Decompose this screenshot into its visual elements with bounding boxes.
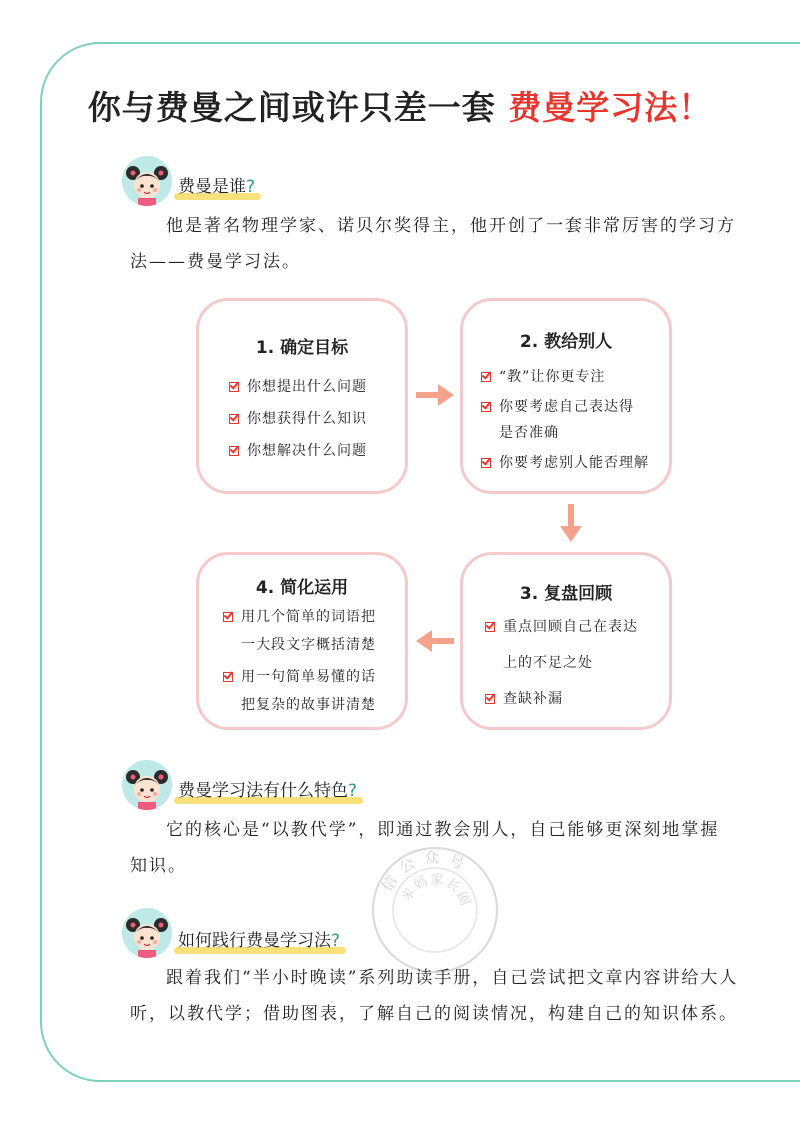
step-card-3 xyxy=(460,552,672,730)
step-4-title: 4. 简化运用 xyxy=(252,578,352,598)
checkbox-icon xyxy=(223,672,233,682)
step-card-2 xyxy=(460,298,672,494)
stamp-glyph: 众 xyxy=(423,848,440,868)
step-3-item-text: 查缺补漏 xyxy=(503,691,563,707)
step-1-title: 1. 确定目标 xyxy=(252,338,352,358)
checkbox-icon xyxy=(481,372,491,382)
section2-question xyxy=(178,776,357,801)
checkbox-icon xyxy=(481,458,491,468)
step-4-item-cont: 把复杂的故事讲清楚 xyxy=(241,697,376,713)
stamp-glyph: 信 xyxy=(378,872,402,895)
girl-avatar-icon xyxy=(122,908,172,958)
section2-question-mark: ? xyxy=(348,781,358,801)
step-2-item-text: 你要考虑别人能否理解 xyxy=(499,455,649,471)
girl-avatar-icon xyxy=(122,760,172,810)
step-2-item xyxy=(481,451,649,475)
step-3-item xyxy=(485,615,638,639)
girl-avatar-icon xyxy=(122,156,172,206)
step-4-item xyxy=(223,605,376,629)
section3-question-text: 如何践行费曼学习法 xyxy=(178,931,331,951)
step-1-item xyxy=(229,439,367,463)
step-2-item-text: “教”让你更专注 xyxy=(499,369,606,385)
checkbox-icon xyxy=(485,694,495,704)
section2-question-text: 费曼学习法有什么特色 xyxy=(178,781,348,801)
watermark-stamp-icon xyxy=(365,840,505,980)
step-4-item-text: 用一句简单易懂的话 xyxy=(241,669,376,685)
step-4-item-text: 用几个简单的词语把 xyxy=(241,609,376,625)
step-1-item xyxy=(229,407,367,431)
section1-question xyxy=(178,172,255,197)
stamp-glyph: 妈 xyxy=(411,873,431,894)
checkbox-icon xyxy=(223,612,233,622)
stamp-glyph: 长 xyxy=(442,875,463,896)
title-highlight: 费曼学习法！ xyxy=(508,88,713,127)
step-card-4 xyxy=(196,552,408,730)
section2-text: 它的核心是“以教代学”，即通过教会别人，自己能够更深刻地掌握知识。 xyxy=(130,820,720,876)
checkbox-icon xyxy=(229,414,239,424)
arrow-left-icon xyxy=(414,626,456,656)
checkbox-icon xyxy=(481,402,491,412)
section1-question-text: 费曼是谁 xyxy=(178,177,246,197)
step-2-item-cont: 是否准确 xyxy=(499,425,559,441)
section3-text: 跟着我们“半小时晚读”系列助读手册，自己尝试把文章内容讲给大人听，以教代学；借助图表，了解自己的阅读情况，构建自己的知识体系。 xyxy=(130,968,739,1024)
step-1-item-text: 你想获得什么知识 xyxy=(247,411,367,427)
step-card-1 xyxy=(196,298,408,494)
section1-text: 他是著名物理学家、诺贝尔奖得主，他开创了一套非常厉害的学习方法——费曼学习法。 xyxy=(130,216,736,272)
title-main: 你与费曼之间或许只差一套 xyxy=(87,88,496,127)
arrow-right-icon xyxy=(414,380,456,410)
stamp-glyph: 圈 xyxy=(453,889,473,908)
checkbox-icon xyxy=(229,382,239,392)
section3-question-mark: ? xyxy=(331,931,341,951)
step-1-item xyxy=(229,375,367,399)
page-title xyxy=(0,82,800,129)
step-3-item-cont: 上的不足之处 xyxy=(503,655,593,671)
stamp-glyph: 家 xyxy=(430,872,445,889)
stamp-glyph: 号 xyxy=(445,850,467,874)
step-1-item-text: 你想提出什么问题 xyxy=(247,379,367,395)
step-3-item xyxy=(485,687,563,711)
checkbox-icon xyxy=(485,622,495,632)
step-4-item-cont: 一大段文字概括清楚 xyxy=(241,637,376,653)
step-1-item-text: 你想解决什么问题 xyxy=(247,443,367,459)
checkbox-icon xyxy=(229,446,239,456)
step-3-item-text: 重点回顾自己在表达 xyxy=(503,619,638,635)
arrow-down-icon xyxy=(556,502,586,544)
step-4-item xyxy=(223,665,376,689)
step-2-item-text: 你要考虑自己表达得 xyxy=(499,399,634,415)
stamp-glyph: 米 xyxy=(399,885,419,905)
step-2-item xyxy=(481,395,634,419)
section3-question xyxy=(178,926,340,951)
step-2-title: 2. 教给别人 xyxy=(516,332,616,352)
stamp-glyph: 公 xyxy=(395,853,419,878)
step-2-item xyxy=(481,365,605,389)
section1-question-mark: ? xyxy=(246,177,256,197)
step-3-title: 3. 复盘回顾 xyxy=(516,584,616,604)
